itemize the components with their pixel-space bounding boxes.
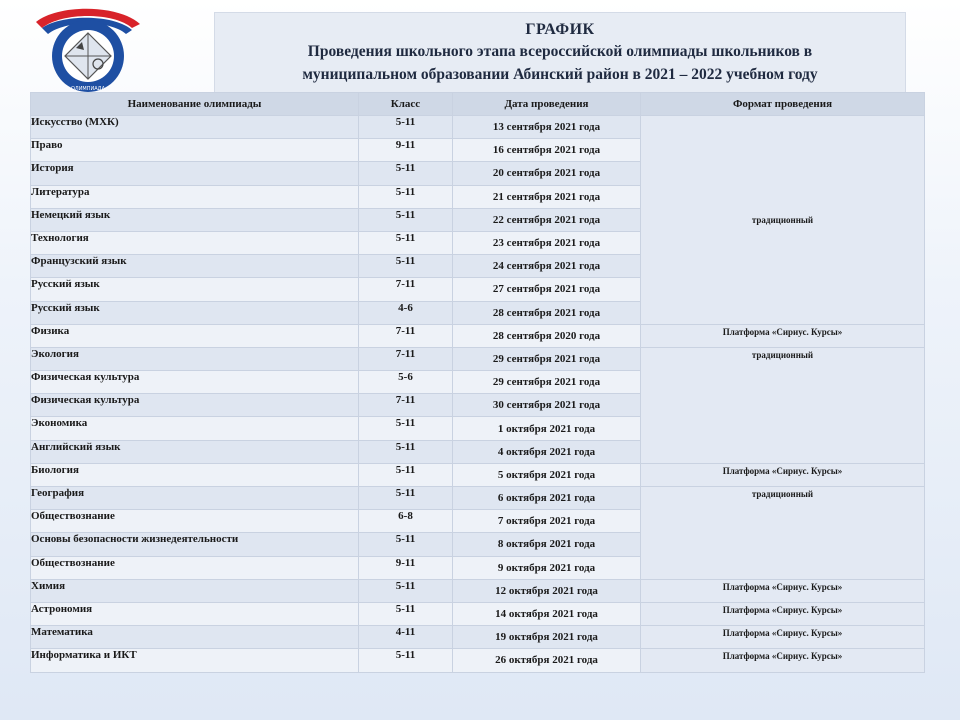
table-header-row — [31, 93, 925, 116]
format-cell: Платформа «Сириус. Курсы» — [641, 602, 925, 625]
grade-cell: 5-11 — [359, 533, 453, 556]
format-cell: традиционный — [641, 116, 925, 325]
header-date: Дата проведения — [453, 93, 641, 116]
olympiad-emblem-icon — [28, 2, 148, 94]
date-cell: 28 сентября 2020 года — [453, 324, 641, 347]
date-cell: 29 сентября 2021 года — [453, 347, 641, 370]
schedule-table — [30, 92, 925, 673]
format-cell: Платформа «Сириус. Курсы» — [641, 649, 925, 672]
date-cell: 13 сентября 2021 года — [453, 116, 641, 139]
olympiad-name-cell: Французский язык — [31, 255, 359, 278]
date-cell: 14 октября 2021 года — [453, 602, 641, 625]
header-olympiad-name: Наименование олимпиады — [31, 93, 359, 116]
grade-cell: 7-11 — [359, 278, 453, 301]
date-cell: 21 сентября 2021 года — [453, 185, 641, 208]
date-cell: 4 октября 2021 года — [453, 440, 641, 463]
date-cell: 19 октября 2021 года — [453, 626, 641, 649]
olympiad-name-cell: История — [31, 162, 359, 185]
date-cell: 12 октября 2021 года — [453, 579, 641, 602]
olympiad-name-cell: Биология — [31, 463, 359, 486]
grade-cell: 5-11 — [359, 602, 453, 625]
olympiad-name-cell: Обществознание — [31, 556, 359, 579]
grade-cell: 9-11 — [359, 139, 453, 162]
grade-cell: 5-11 — [359, 463, 453, 486]
grade-cell: 6-8 — [359, 510, 453, 533]
olympiad-name-cell: Физическая культура — [31, 394, 359, 417]
olympiad-name-cell: Русский язык — [31, 278, 359, 301]
olympiad-name-cell: Математика — [31, 626, 359, 649]
table-row — [31, 602, 925, 625]
olympiad-name-cell: Информатика и ИКТ — [31, 649, 359, 672]
grade-cell: 7-11 — [359, 347, 453, 370]
format-cell: Платформа «Сириус. Курсы» — [641, 463, 925, 486]
grade-cell: 5-11 — [359, 579, 453, 602]
page-title: ГРАФИК — [525, 21, 595, 38]
grade-cell: 5-11 — [359, 417, 453, 440]
date-cell: 7 октября 2021 года — [453, 510, 641, 533]
table-row — [31, 116, 925, 139]
olympiad-name-cell: Право — [31, 139, 359, 162]
title-box — [214, 12, 906, 96]
table-row — [31, 487, 925, 510]
format-cell: Платформа «Сириус. Курсы» — [641, 324, 925, 347]
date-cell: 8 октября 2021 года — [453, 533, 641, 556]
olympiad-name-cell: Астрономия — [31, 602, 359, 625]
olympiad-name-cell: Основы безопасности жизнедеятельности — [31, 533, 359, 556]
olympiad-name-cell: Немецкий язык — [31, 208, 359, 231]
olympiad-name-cell: Физика — [31, 324, 359, 347]
grade-cell: 9-11 — [359, 556, 453, 579]
date-cell: 27 сентября 2021 года — [453, 278, 641, 301]
grade-cell: 5-11 — [359, 487, 453, 510]
olympiad-logo — [28, 2, 148, 94]
date-cell: 30 сентября 2021 года — [453, 394, 641, 417]
olympiad-name-cell: Английский язык — [31, 440, 359, 463]
table-row — [31, 579, 925, 602]
table-row — [31, 463, 925, 486]
grade-cell: 5-11 — [359, 162, 453, 185]
page-subtitle-line1: Проведения школьного этапа всероссийской олимпиады школьников в — [307, 43, 813, 60]
grade-cell: 5-11 — [359, 649, 453, 672]
olympiad-name-cell: Русский язык — [31, 301, 359, 324]
date-cell: 22 сентября 2021 года — [453, 208, 641, 231]
olympiad-name-cell: Экология — [31, 347, 359, 370]
date-cell: 16 сентября 2021 года — [453, 139, 641, 162]
grade-cell: 5-11 — [359, 255, 453, 278]
grade-cell: 5-11 — [359, 231, 453, 254]
date-cell: 6 октября 2021 года — [453, 487, 641, 510]
format-cell: Платформа «Сириус. Курсы» — [641, 626, 925, 649]
grade-cell: 7-11 — [359, 394, 453, 417]
date-cell: 28 сентября 2021 года — [453, 301, 641, 324]
grade-cell: 5-11 — [359, 440, 453, 463]
grade-cell: 5-11 — [359, 116, 453, 139]
grade-cell: 7-11 — [359, 324, 453, 347]
grade-cell: 5-11 — [359, 208, 453, 231]
date-cell: 24 сентября 2021 года — [453, 255, 641, 278]
date-cell: 23 сентября 2021 года — [453, 231, 641, 254]
svg-text:ОЛИМПИАДА: ОЛИМПИАДА — [71, 86, 105, 92]
date-cell: 9 октября 2021 года — [453, 556, 641, 579]
date-cell: 5 октября 2021 года — [453, 463, 641, 486]
date-cell: 26 октября 2021 года — [453, 649, 641, 672]
page-subtitle-line2: муниципальном образовании Абинский район в 2021 – 2022 учебном году — [302, 66, 818, 83]
table-row — [31, 324, 925, 347]
table-row — [31, 347, 925, 370]
olympiad-name-cell: Обществознание — [31, 510, 359, 533]
format-cell: Платформа «Сириус. Курсы» — [641, 579, 925, 602]
date-cell: 29 сентября 2021 года — [453, 371, 641, 394]
format-cell: традиционный — [641, 487, 925, 580]
format-cell: традиционный — [641, 347, 925, 463]
grade-cell: 4-6 — [359, 301, 453, 324]
table-row — [31, 626, 925, 649]
olympiad-name-cell: Экономика — [31, 417, 359, 440]
olympiad-name-cell: Литература — [31, 185, 359, 208]
olympiad-name-cell: Физическая культура — [31, 371, 359, 394]
grade-cell: 5-11 — [359, 185, 453, 208]
olympiad-name-cell: Искусство (МХК) — [31, 116, 359, 139]
date-cell: 1 октября 2021 года — [453, 417, 641, 440]
header-grade: Класс — [359, 93, 453, 116]
olympiad-name-cell: Технология — [31, 231, 359, 254]
olympiad-name-cell: Химия — [31, 579, 359, 602]
grade-cell: 4-11 — [359, 626, 453, 649]
date-cell: 20 сентября 2021 года — [453, 162, 641, 185]
header-format: Формат проведения — [641, 93, 925, 116]
table-row — [31, 649, 925, 672]
grade-cell: 5-6 — [359, 371, 453, 394]
olympiad-name-cell: География — [31, 487, 359, 510]
